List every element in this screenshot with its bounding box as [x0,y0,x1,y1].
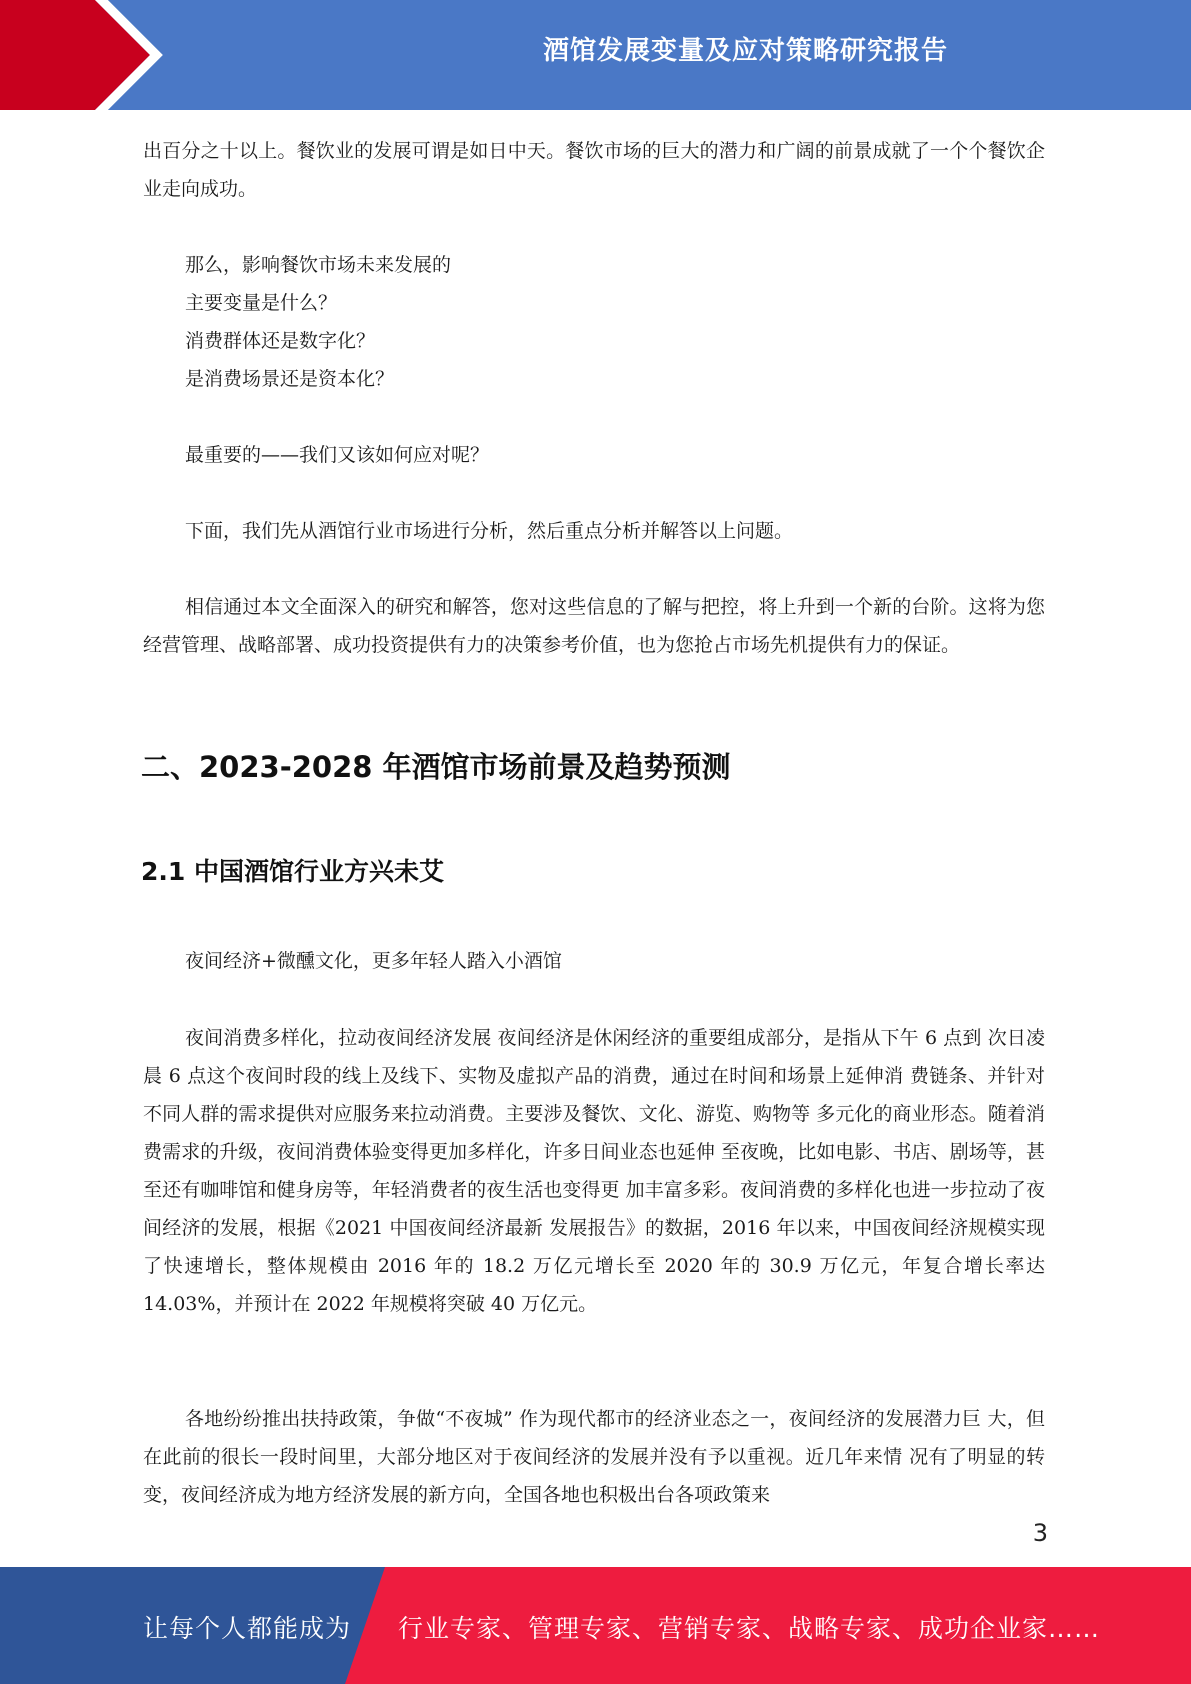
subsection-heading: 2.1 中国酒馆行业方兴未艾 [141,857,444,886]
question-line: 是消费场景还是资本化？ [185,368,395,390]
paragraph: 夜间经济+微醺文化，更多年轻人踏入小酒馆 [185,950,562,972]
policy-paragraph [143,1400,1045,1514]
page-number: 3 [1032,1519,1048,1547]
paragraph: 夜间消费多样化，拉动夜间经济发展 夜间经济是休闲经济的重要组成部分，是指从下午 6 点到 次日凌晨 6 点这个夜间时段的线上及线下、实物及虚拟产品的消费，通过在时间和场景上延伸消 费链条、并针对不同人群的需求提供对应服务来拉动消费。主要涉及餐饮、文化、游览、购物等 多元化的商业形态。随着消费需求的升级，夜间消费体验变得更加多样化，许多日间业态也延伸 至夜晚，比如电影、书店、剧场等，甚至还有咖啡馆和健身房等，年轻消费者的夜生活也变得更 加丰富多彩。夜间消费的多样化也进一步拉动了夜间经济的发展，根据《2021 中国夜间经济最新 发展报告》的数据，2016 年以来，中国夜间经济规模实现了快速增长，整体规模由 2016 年的 18.2 万亿元增长至 2020 年的 30.9 万亿元，年复合增长率达 14.03%，并预计在 2022 年规模将突破 40 万亿元。 [143,1027,1045,1315]
question-line: 消费群体还是数字化？ [185,330,376,352]
question-line: 主要变量是什么？ [185,292,338,314]
paragraph: 相信通过本文全面深入的研究和解答，您对这些信息的了解与把控，将上升到一个新的台阶。这将为您经营管理、战略部署、成功投资提供有力的决策参考价值，也为您抢占市场先机提供有力的保证。 [143,596,1045,656]
paragraph: 下面，我们先从酒馆行业市场进行分析，然后重点分析并解答以上问题。 [185,520,794,542]
paragraph: 各地纷纷推出扶持政策，争做“不夜城” 作为现代都市的经济业态之一，夜间经济的发展潜力巨 大，但在此前的很长一段时间里，大部分地区对于夜间经济的发展并没有予以重视。近几年来情 况有了明显的转变，夜间经济成为地方经济发展的新方向，全国各地也积极出台各项政策来 [143,1408,1045,1506]
value-statement [143,588,1045,664]
page-header [0,0,1191,110]
analysis-intro [143,512,1045,550]
night-economy-paragraph [143,1019,1045,1323]
footer-slogan-right: 行业专家、管理专家、营销专家、战略专家、成功企业家…… [398,1614,1101,1643]
question-summary [143,436,1045,474]
footer-slogan-left: 让每个人都能成为 [143,1614,352,1643]
intro-paragraph [143,132,1045,208]
question-line: 那么，影响餐饮市场未来发展的 [185,254,452,276]
page-footer [0,1567,1191,1684]
section-heading: 二、2023-2028 年酒馆市场前景及趋势预测 [141,750,731,784]
question-block [143,246,1045,398]
report-title: 酒馆发展变量及应对策略研究报告 [542,36,948,66]
paragraph: 最重要的——我们又该如何应对呢？ [185,444,490,466]
lead-line [143,942,1045,980]
paragraph-continued: 出百分之十以上。餐饮业的发展可谓是如日中天。餐饮市场的巨大的潜力和广阔的前景成就了一个个餐饮企业走向成功。 [143,140,1045,200]
